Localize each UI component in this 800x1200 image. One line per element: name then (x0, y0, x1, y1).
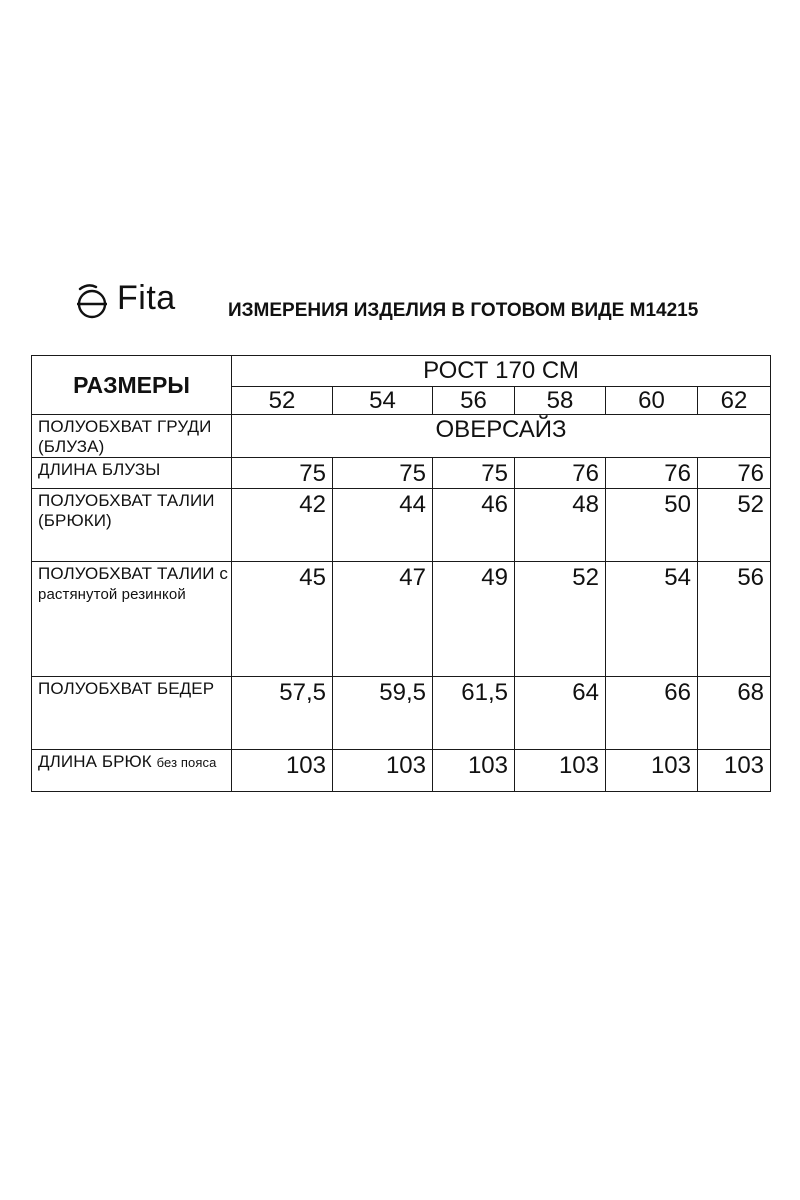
table-row (32, 489, 771, 562)
value-cell: 103 (698, 750, 771, 792)
value-cell: 76 (606, 458, 698, 489)
value-cell: 50 (606, 489, 698, 562)
value-cell: 75 (333, 458, 433, 489)
value-cell: 64 (515, 677, 606, 750)
value-cell: 52 (515, 562, 606, 677)
param-label-main: ДЛИНА БРЮК (38, 752, 152, 771)
value-cell: 103 (232, 750, 333, 792)
value-cell: 57,5 (232, 677, 333, 750)
table-header-row-height (32, 356, 771, 387)
value-cell: 47 (333, 562, 433, 677)
value-cell: 54 (606, 562, 698, 677)
table-row (32, 458, 771, 489)
param-label: ПОЛУОБХВАТ БЕДЕР (32, 677, 232, 750)
value-cell: 48 (515, 489, 606, 562)
value-cell: 44 (333, 489, 433, 562)
value-cell: 103 (333, 750, 433, 792)
value-cell: 76 (515, 458, 606, 489)
value-cell: 46 (433, 489, 515, 562)
table-row (32, 415, 771, 458)
param-label (32, 750, 232, 792)
value-cell: 76 (698, 458, 771, 489)
param-label-sub: растянутой резинкой (38, 586, 186, 603)
size-header-cell: 56 (433, 387, 515, 415)
table-row (32, 677, 771, 750)
value-cell: 103 (606, 750, 698, 792)
oversize-value: ОВЕРСАЙЗ (232, 415, 771, 458)
brand-logo (74, 280, 209, 324)
fita-logo-icon (74, 283, 110, 319)
value-cell: 66 (606, 677, 698, 750)
size-chart-table (31, 355, 771, 792)
value-cell: 75 (232, 458, 333, 489)
param-label-sub: без пояса (156, 755, 217, 770)
size-header-cell: 62 (698, 387, 771, 415)
param-label: ПОЛУОБХВАТ ГРУДИ (БЛУЗА) (32, 415, 232, 458)
size-header-cell: 60 (606, 387, 698, 415)
value-cell: 45 (232, 562, 333, 677)
value-cell: 59,5 (333, 677, 433, 750)
value-cell: 75 (433, 458, 515, 489)
param-label (32, 562, 232, 677)
value-cell: 61,5 (433, 677, 515, 750)
height-label: РОСТ 170 СМ (232, 356, 771, 387)
value-cell: 52 (698, 489, 771, 562)
param-label: ПОЛУОБХВАТ ТАЛИИ (БРЮКИ) (32, 489, 232, 562)
table-row (32, 750, 771, 792)
value-cell: 103 (515, 750, 606, 792)
value-cell: 103 (433, 750, 515, 792)
table-row (32, 562, 771, 677)
document-title: ИЗМЕРЕНИЯ ИЗДЕЛИЯ В ГОТОВОМ ВИДЕ М14215 (228, 300, 699, 321)
param-label: ДЛИНА БЛУЗЫ (32, 458, 232, 489)
sizes-label: РАЗМЕРЫ (32, 356, 232, 415)
value-cell: 42 (232, 489, 333, 562)
param-label-main: ПОЛУОБХВАТ ТАЛИИ с (38, 564, 229, 583)
logo-text: Fita (117, 279, 176, 317)
header (74, 280, 754, 328)
size-header-cell: 58 (515, 387, 606, 415)
size-header-cell: 52 (232, 387, 333, 415)
size-header-cell: 54 (333, 387, 433, 415)
value-cell: 68 (698, 677, 771, 750)
value-cell: 49 (433, 562, 515, 677)
value-cell: 56 (698, 562, 771, 677)
